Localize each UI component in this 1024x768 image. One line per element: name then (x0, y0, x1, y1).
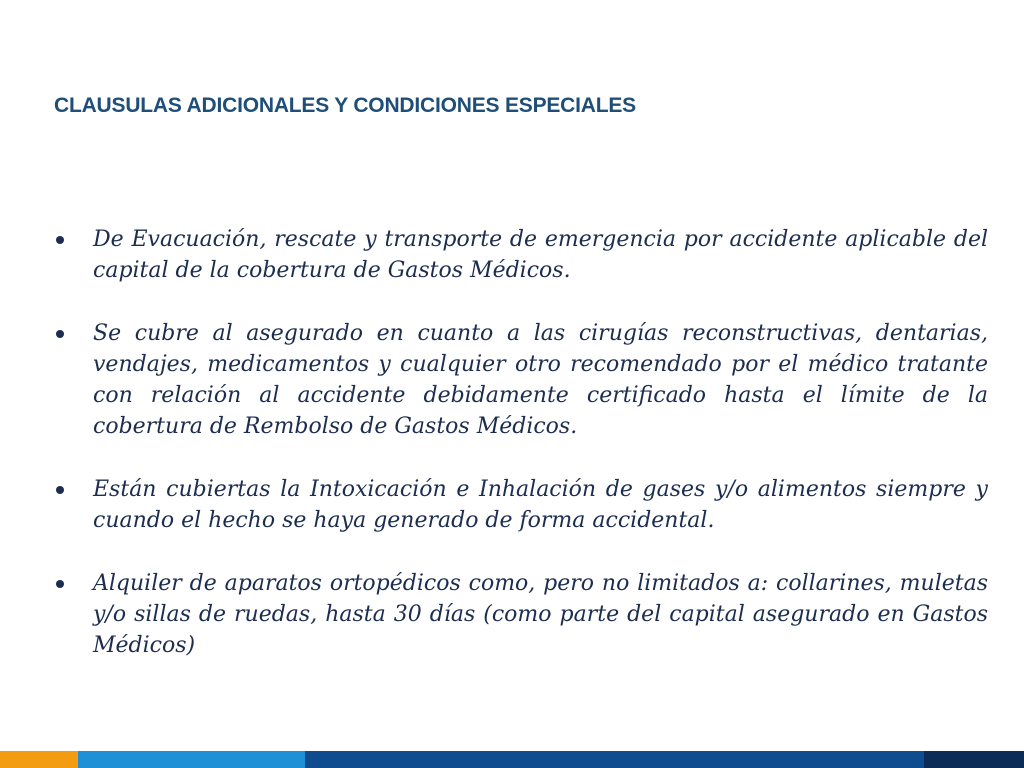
slide-title: CLAUSULAS ADICIONALES Y CONDICIONES ESPECIALES (54, 94, 636, 117)
bullet-dot-icon (56, 580, 64, 588)
footer-segment-light-blue (78, 751, 305, 768)
bullet-item-intoxication (54, 474, 988, 536)
footer-segment-orange (0, 751, 78, 768)
bullet-dot-icon (56, 330, 64, 338)
bullet-text: Alquiler de aparatos ortopédicos como, pero no limitados a: collarines, muletas y/o sillas de ruedas, hasta 30 días (como parte del capital asegurado en Gastos Médicos) (93, 571, 988, 658)
footer-segment-mid-blue (305, 751, 924, 768)
bullet-dot-icon (56, 486, 64, 494)
bullet-list (54, 224, 988, 693)
bullet-item-surgery (54, 318, 988, 442)
bullet-dot-icon (56, 236, 64, 244)
bullet-text: De Evacuación, rescate y transporte de emergencia por accidente aplicable del capital de la cobertura de Gastos Médicos. (93, 227, 988, 283)
bullet-text: Están cubiertas la Intoxicación e Inhalación de gases y/o alimentos siempre y cuando el hecho se haya generado de forma accidental. (93, 477, 988, 533)
bullet-text: Se cubre al asegurado en cuanto a las cirugías reconstructivas, dentarias, vendajes, medicamentos y cualquier otro recomendado por el médico tratante con relación al accidente debidamente certificado hasta el límite de la cobertura de Rembolso de Gastos Médicos. (93, 321, 988, 439)
footer-segment-dark-blue (924, 751, 1024, 768)
footer-color-bar (0, 751, 1024, 768)
bullet-item-evacuation (54, 224, 988, 286)
bullet-item-orthopedic (54, 568, 988, 661)
